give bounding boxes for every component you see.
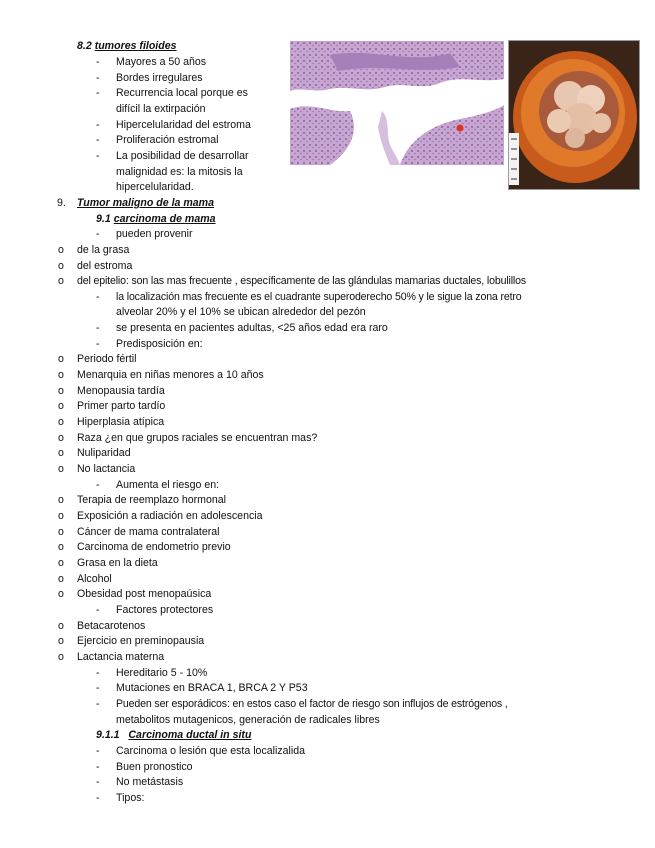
origin-item: del estroma	[77, 260, 133, 272]
section-9-heading: Tumor maligno de la mama	[77, 197, 214, 209]
dash-bullet: -	[96, 119, 100, 131]
insitu-item: Buen pronostico	[116, 761, 193, 773]
risk-item: Obesidad post menopaúsica	[77, 588, 212, 600]
protective-item: Betacarotenos	[77, 620, 146, 632]
insitu-item: Carcinoma o lesión que esta localizalida	[116, 745, 306, 757]
origin-item: de la grasa	[77, 244, 130, 256]
circle-bullet: o	[58, 463, 64, 475]
dash-bullet: -	[96, 792, 100, 804]
circle-bullet: o	[58, 557, 64, 569]
predisposition-item: Nuliparidad	[77, 447, 131, 459]
phyllodes-item: hipercelularidad.	[116, 181, 194, 193]
circle-bullet: o	[58, 447, 64, 459]
predisposition-item: Periodo fértil	[77, 353, 137, 365]
section-9-1-heading: 9.1 carcinoma de mama	[96, 213, 216, 225]
dash-bullet: -	[96, 698, 100, 710]
circle-bullet: o	[58, 275, 64, 287]
dash-bullet: -	[96, 322, 100, 334]
location-line: la localización mas frecuente es el cuadrante superoderecho 50% y le sigue la zona retro	[116, 291, 522, 303]
dash-bullet: -	[96, 761, 100, 773]
phyllodes-item: difícil la extirpación	[116, 103, 206, 115]
heredity-item: Mutaciones en BRACA 1, BRCA 2 Y P53	[116, 682, 308, 694]
circle-bullet: o	[58, 573, 64, 585]
predisposition-item: No lactancia	[77, 463, 136, 475]
heredity-item: metabolitos mutagenicos, generación de radicales libres	[116, 714, 380, 726]
circle-bullet: o	[58, 416, 64, 428]
circle-bullet: o	[58, 244, 64, 256]
dash-bullet: -	[96, 776, 100, 788]
risk-item: Terapia de reemplazo hormonal	[77, 494, 226, 506]
circle-bullet: o	[58, 385, 64, 397]
predisposition-label: Predisposición en:	[116, 338, 203, 350]
predisposition-item: Raza ¿en que grupos raciales se encuentran mas?	[77, 432, 318, 444]
dash-bullet: -	[96, 291, 100, 303]
phyllodes-item: Hipercelularidad del estroma	[116, 119, 251, 131]
circle-bullet: o	[58, 353, 64, 365]
origin-item: del epitelio: son las mas frecuente , específicamente de las glándulas mamarias ductales, lobulillos	[77, 275, 527, 287]
section-8-2-heading: 8.2 tumores filoides	[77, 40, 177, 52]
protective-item: Lactancia materna	[77, 651, 165, 663]
section-9-number: 9.	[57, 197, 66, 209]
protective-label: Factores protectores	[116, 604, 214, 616]
phyllodes-item: Proliferación estromal	[116, 134, 219, 146]
circle-bullet: o	[58, 526, 64, 538]
predisposition-item: Menarquia en niñas menores a 10 años	[77, 369, 264, 381]
insitu-item: No metástasis	[116, 776, 184, 788]
phyllodes-item: La posibilidad de desarrollar	[116, 150, 249, 162]
dash-bullet: -	[96, 150, 100, 162]
heredity-item: Hereditario 5 - 10%	[116, 667, 208, 679]
protective-item: Ejercicio en preminopausia	[77, 635, 205, 647]
dash-bullet: -	[96, 745, 100, 757]
dash-bullet: -	[96, 134, 100, 146]
insitu-item: Tipos:	[116, 792, 145, 804]
circle-bullet: o	[58, 541, 64, 553]
circle-bullet: o	[58, 620, 64, 632]
circle-bullet: o	[58, 369, 64, 381]
circle-bullet: o	[58, 494, 64, 506]
phyllodes-item: Recurrencia local porque es	[116, 87, 248, 99]
circle-bullet: o	[58, 588, 64, 600]
dash-bullet: -	[96, 338, 100, 350]
dash-bullet: -	[96, 604, 100, 616]
age-note: se presenta en pacientes adultas, <25 años edad era raro	[116, 322, 388, 334]
phyllodes-item: Mayores a 50 años	[116, 56, 207, 68]
phyllodes-item: malignidad es: la mitosis la	[116, 166, 243, 178]
section-9-1-1-heading: 9.1.1 Carcinoma ductal in situ	[96, 729, 252, 741]
risk-item: Alcohol	[77, 573, 112, 585]
dash-bullet: -	[96, 667, 100, 679]
circle-bullet: o	[58, 510, 64, 522]
predisposition-item: Menopausia tardía	[77, 385, 165, 397]
marker-dot-icon	[457, 125, 464, 132]
circle-bullet: o	[58, 400, 64, 412]
predisposition-item: Primer parto tardío	[77, 400, 166, 412]
dash-bullet: -	[96, 56, 100, 68]
phyllodes-item: Bordes irregulares	[116, 72, 203, 84]
risk-item: Cáncer de mama contralateral	[77, 526, 220, 538]
dash-bullet: -	[96, 72, 100, 84]
predisposition-item: Hiperplasia atípica	[77, 416, 165, 428]
risk-item: Exposición a radiación en adolescencia	[77, 510, 263, 522]
heredity-item: Pueden ser esporádicos: en estos caso el factor de riesgo son influjos de estrógenos ,	[116, 698, 508, 710]
risk-label: Aumenta el riesgo en:	[116, 479, 220, 491]
circle-bullet: o	[58, 432, 64, 444]
dash-bullet: -	[96, 87, 100, 99]
circle-bullet: o	[58, 260, 64, 272]
origin-lead: pueden provenir	[116, 228, 193, 240]
histology-image	[290, 41, 504, 165]
dash-bullet: -	[96, 228, 100, 240]
location-line: alveolar 20% y el 10% se ubican alrededor del pezón	[116, 306, 366, 318]
circle-bullet: o	[58, 635, 64, 647]
dash-bullet: -	[96, 682, 100, 694]
dash-bullet: -	[96, 479, 100, 491]
circle-bullet: o	[58, 651, 64, 663]
risk-item: Grasa en la dieta	[77, 557, 158, 569]
risk-item: Carcinoma de endometrio previo	[77, 541, 231, 553]
gross-specimen-image	[508, 40, 640, 190]
